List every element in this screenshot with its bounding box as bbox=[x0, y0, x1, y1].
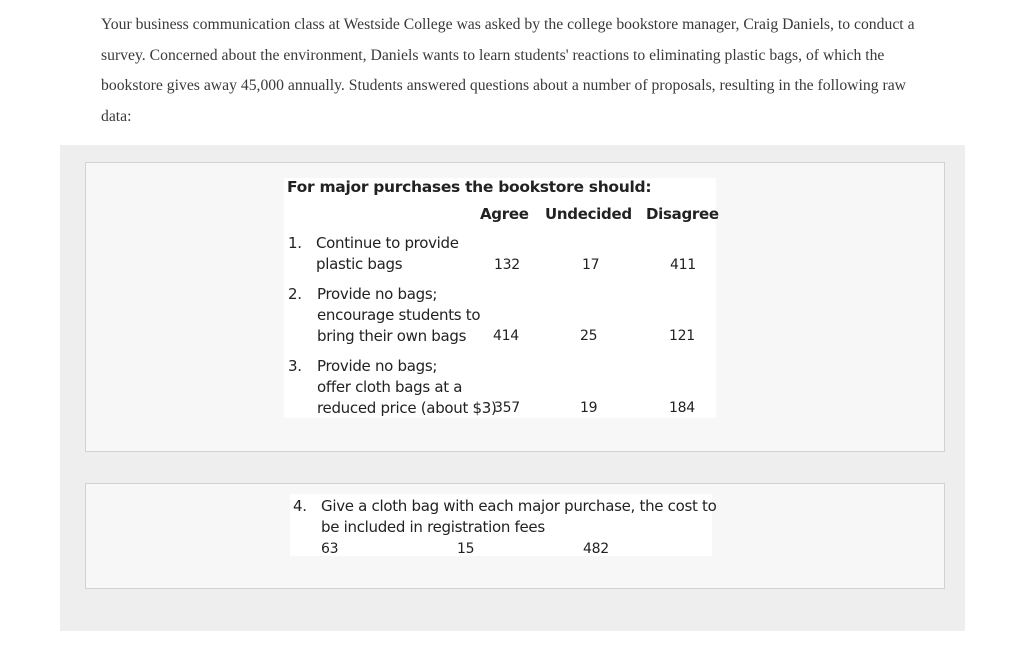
agree-value: 132 bbox=[494, 257, 520, 273]
intro-paragraph bbox=[101, 10, 931, 132]
column-header-agree: Agree bbox=[480, 205, 529, 223]
item-text-line: plastic bags bbox=[316, 255, 403, 273]
item-text-line: encourage students to bbox=[317, 306, 481, 324]
survey-heading: For major purchases the bookstore should: bbox=[287, 178, 652, 196]
item-text-line: be included in registration fees bbox=[321, 518, 545, 536]
column-header-disagree: Disagree bbox=[646, 205, 719, 223]
item-text-line: Give a cloth bag with each major purchase, the cost to bbox=[321, 497, 717, 515]
survey-table bbox=[284, 178, 719, 418]
item-text-line: bring their own bags bbox=[317, 327, 467, 345]
agree-value: 414 bbox=[493, 328, 519, 344]
disagree-value: 411 bbox=[670, 257, 696, 273]
disagree-value: 121 bbox=[669, 328, 695, 344]
item-text-line: offer cloth bags at a bbox=[317, 378, 463, 396]
item-number: 2. bbox=[288, 285, 302, 303]
item-text-line: Provide no bags; bbox=[317, 357, 438, 375]
undecided-value: 19 bbox=[580, 400, 598, 416]
item-text-line: reduced price (about $3) bbox=[317, 399, 497, 417]
item-number: 4. bbox=[293, 497, 307, 515]
agree-value: 357 bbox=[494, 400, 520, 416]
item-number: 1. bbox=[288, 234, 302, 252]
survey-item-4 bbox=[290, 494, 717, 557]
undecided-value: 17 bbox=[582, 257, 600, 273]
item-number: 3. bbox=[288, 357, 302, 375]
agree-value: 63 bbox=[321, 541, 339, 557]
item-text-line: Continue to provide bbox=[316, 234, 459, 252]
column-header-undecided: Undecided bbox=[545, 205, 632, 223]
disagree-value: 184 bbox=[669, 400, 695, 416]
undecided-value: 25 bbox=[580, 328, 598, 344]
disagree-value: 482 bbox=[583, 541, 609, 557]
undecided-value: 15 bbox=[457, 541, 475, 557]
item-text-line: Provide no bags; bbox=[317, 285, 438, 303]
intro-text: Your business communication class at Westside College was asked by the college bookstore manager, Craig Daniels, to conduct a survey. Concerned about the environment, Daniels wants to learn students' reactions to eliminating plastic bags, of which the bookstore gives away 45,000 annually. Students answered questions about a number of proposals, resulting in the following raw data: bbox=[101, 16, 915, 125]
